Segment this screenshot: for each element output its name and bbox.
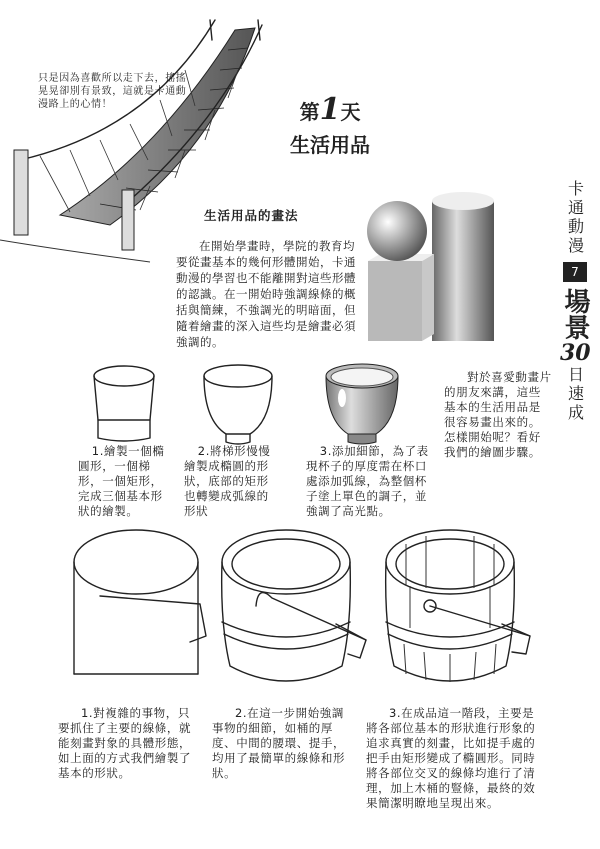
cup-step2-caption: 2.將梯形慢慢繪製成橢圓的形狀，底部的矩形也轉變成弧線的形狀 [184, 444, 271, 518]
bucket-step2-drawing [216, 524, 376, 694]
bucket-step1-drawing [68, 524, 218, 694]
section-heading: 生活用品的畫法 [204, 208, 299, 223]
bridge-quote: 只是因為喜歡所以走下去，搖搖晃晃卻別有景致，這就是卡通動漫路上的心情！ [38, 73, 187, 110]
side-chapter-tab [560, 180, 590, 423]
bucket-step2-caption: 2.在這一步開始強調事物的細節，如桶的厚度、中間的腰環、提手，均用了最簡單的線條和形狀。 [212, 706, 346, 780]
rope-bridge-illustration [0, 0, 280, 270]
side-tab-top-text: 卡通動漫 [565, 180, 585, 256]
aside-note: 對於喜愛動畫片的朋友來講，這些基本的生活用品是很容易畫出來的。怎樣開始呢？看好我們的繪圖步驟。 [444, 370, 552, 459]
bucket-step3-drawing [380, 524, 540, 694]
cup-step3-drawing [320, 358, 420, 448]
cup-step1-caption: 1.繪製一個橢圓形，一個梯形，一個矩形，完成三個基本形狀的繪製。 [78, 444, 165, 518]
title-subject: 生活用品 [290, 133, 370, 157]
title-day-number: 1 [319, 92, 341, 127]
page-title [270, 92, 390, 158]
title-suffix: 天 [340, 100, 361, 124]
cup-step1-drawing [84, 358, 184, 448]
side-tab-number: 30 [560, 340, 591, 366]
bucket-step3-caption: 3.在成品這一階段，主要是將各部位基本的形狀進行形象的追求真實的刻畫，比如提手處的把手由矩形變成了橢圓形。同時將各部位交叉的線條均進行了清理，加上木桶的豎條，最終的效果簡潔明瞭地呈現出來。 [366, 706, 536, 810]
page-number-badge: 7 [563, 262, 587, 282]
cup-step3-caption: 3.添加細節，為了表現杯子的厚度需在杯口處添加弧線，為整個杯子塗上單色的調子，並強調了高光點。 [306, 444, 429, 518]
side-tab-bottom-text: 日速成 [565, 366, 585, 423]
bucket-step1-caption: 1.對複雜的事物，只要抓住了主要的線條，就能刻畫對象的具體形態，如上面的方式我們繪製了基本的形狀。 [58, 706, 192, 780]
cup-step2-drawing [196, 358, 296, 448]
intro-paragraph: 在開始學畫時，學院的教育均要從畫基本的幾何形體開始，卡通動漫的學習也不能離開對這些形體的認識。在一開始時強調線條的概括與簡練，不強調光的明暗面，但隨着繪畫的深入這些均是繪畫必須強調的。 [176, 239, 356, 349]
side-tab-big-text: 場景 [560, 288, 590, 340]
geometric-shapes-illustration [362, 186, 542, 356]
title-prefix: 第 [299, 100, 320, 124]
